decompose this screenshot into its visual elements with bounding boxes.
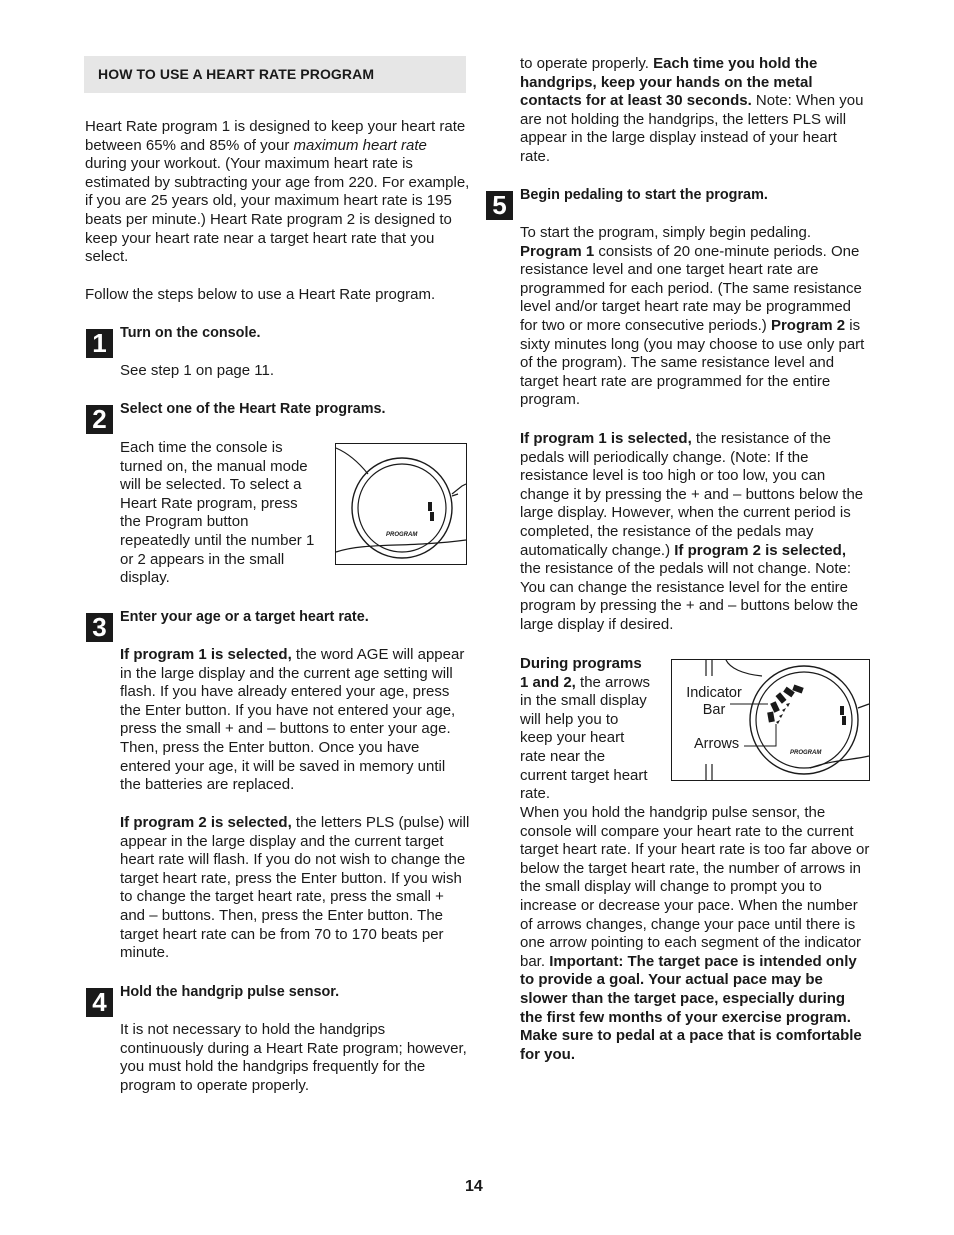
intro-paragraph: Heart Rate program 1 is designed to keep your heart rate between 65% and 85% of your maximum heart rate during your workout. (Your maximum heart rate is estimated by subtracting your age from 220. For example, if you are 25 years old, your maximum heart rate is 195 beats per minute.) Heart Rate program 2 is designed to keep your heart rate near a target heart rate that you select. (85, 118, 470, 266)
step-1-title: Turn on the console. (120, 325, 261, 341)
step-4-text-continued: to operate properly. Each time you hold the handgrips, keep your hands on the metal contacts for at least 30 seconds. Note: When you are not holding the handgrips, the letters PLS will appear in the large display instead of your heart rate. (520, 55, 864, 165)
step-1-number: 1 (86, 329, 113, 358)
step-5-paragraph-1: To start the program, simply begin pedaling. Program 1 consists of 20 one-minute periods. One resistance level and one target heart rate are programmed for each period. (The same resistance level and/or target heart rate may be programmed for two or more consecutive periods.) Program 2 is sixty minutes long (you may choose to use only part of the program). The same resistance level and target heart rate are programmed for the entire program. (520, 224, 865, 409)
indicator-figure-program-label: PROGRAM (790, 750, 822, 756)
step-2-text: Each time the console is turned on, the manual mode will be selected. To select a Heart Rate program, press the Program button repeatedly until the number 1 or 2 appears in the small display. (120, 439, 315, 587)
step-3-program-2-text: If program 2 is selected, the letters PLS (pulse) will appear in the large display and the current target heart rate will flash. If you do not wish to change the target heart rate, press the Enter button. If you wish to change the target heart rate, press the small + and – buttons. Then, press the Enter button. The target heart rate can be from 70 to 170 beats per minute. (120, 814, 470, 962)
step-5-number: 5 (486, 191, 513, 220)
step-4-title: Hold the handgrip pulse sensor. (120, 984, 340, 1000)
step-4-number: 4 (86, 988, 113, 1017)
section-title: HOW TO USE A HEART RATE PROGRAM (98, 66, 375, 82)
indicator-bar-figure (671, 659, 870, 781)
arrows-label: Arrows (694, 736, 740, 752)
step-5-paragraph-3: During programs 1 and 2, the arrows in the small display will help you to keep your heart rate near the current target heart rate. (520, 655, 651, 803)
intro-follow-steps: Follow the steps below to use a Heart Rate program. (85, 286, 436, 303)
indicator-bar-label: Indicator Bar (686, 685, 742, 718)
figure-program-label: PROGRAM (386, 532, 418, 538)
step-3-title: Enter your age or a target heart rate. (120, 609, 369, 625)
step-1-text: See step 1 on page 11. (120, 362, 275, 379)
step-3-number: 3 (86, 613, 113, 642)
step-2-title: Select one of the Heart Rate programs. (120, 401, 386, 417)
step-5-paragraph-2: If program 1 is selected, the resistance of the pedals will periodically change. (Note: If the resistance level is too high or too low, you can change it by pressing the + and – buttons below the large display. However, when the current period is completed, the resistance of the pedals may automatically change.) If program 2 is selected, the resistance of the pedals will not change. Note: You can change the resistance level for the entire program by pressing the + and – buttons below the large display if desired. (520, 430, 864, 633)
step-3-program-1-text: If program 1 is selected, the word AGE will appear in the large display and the current age setting will flash. If you have already entered your age, press the Enter button. If you have not entered your age, press the small + and – buttons to enter your age. Then, press the Enter button. Once you have entered your age, it will be saved in memory until the batteries are replaced. (120, 646, 465, 794)
indicator-display-illustration (672, 660, 869, 780)
page-number: 14 (465, 1178, 483, 1195)
step-4-text: It is not necessary to hold the handgrips continuously during a Heart Rate program; however, you must hold the handgrips frequently for the program to operate properly. (120, 1021, 467, 1094)
step-5-title: Begin pedaling to start the program. (520, 187, 768, 203)
console-program-figure (335, 443, 467, 565)
console-display-illustration (336, 444, 466, 564)
step-5-paragraph-4: When you hold the handgrip pulse sensor, the console will compare your heart rate to the current target heart rate. If your heart rate is too far above or below the target heart rate, the number of arrows in the small display will change to prompt you to increase or decrease your pace. When the number of arrows changes, change your pace until there is one arrow pointing to each segment of the indicator bar. Important: The target pace is intended only to provide a goal. Your actual pace may be slower than the target pace, especially during the first few months of your exercise program. Make sure to pedal at a pace that is comfortable for you. (520, 804, 870, 1063)
step-2-number: 2 (86, 405, 113, 434)
